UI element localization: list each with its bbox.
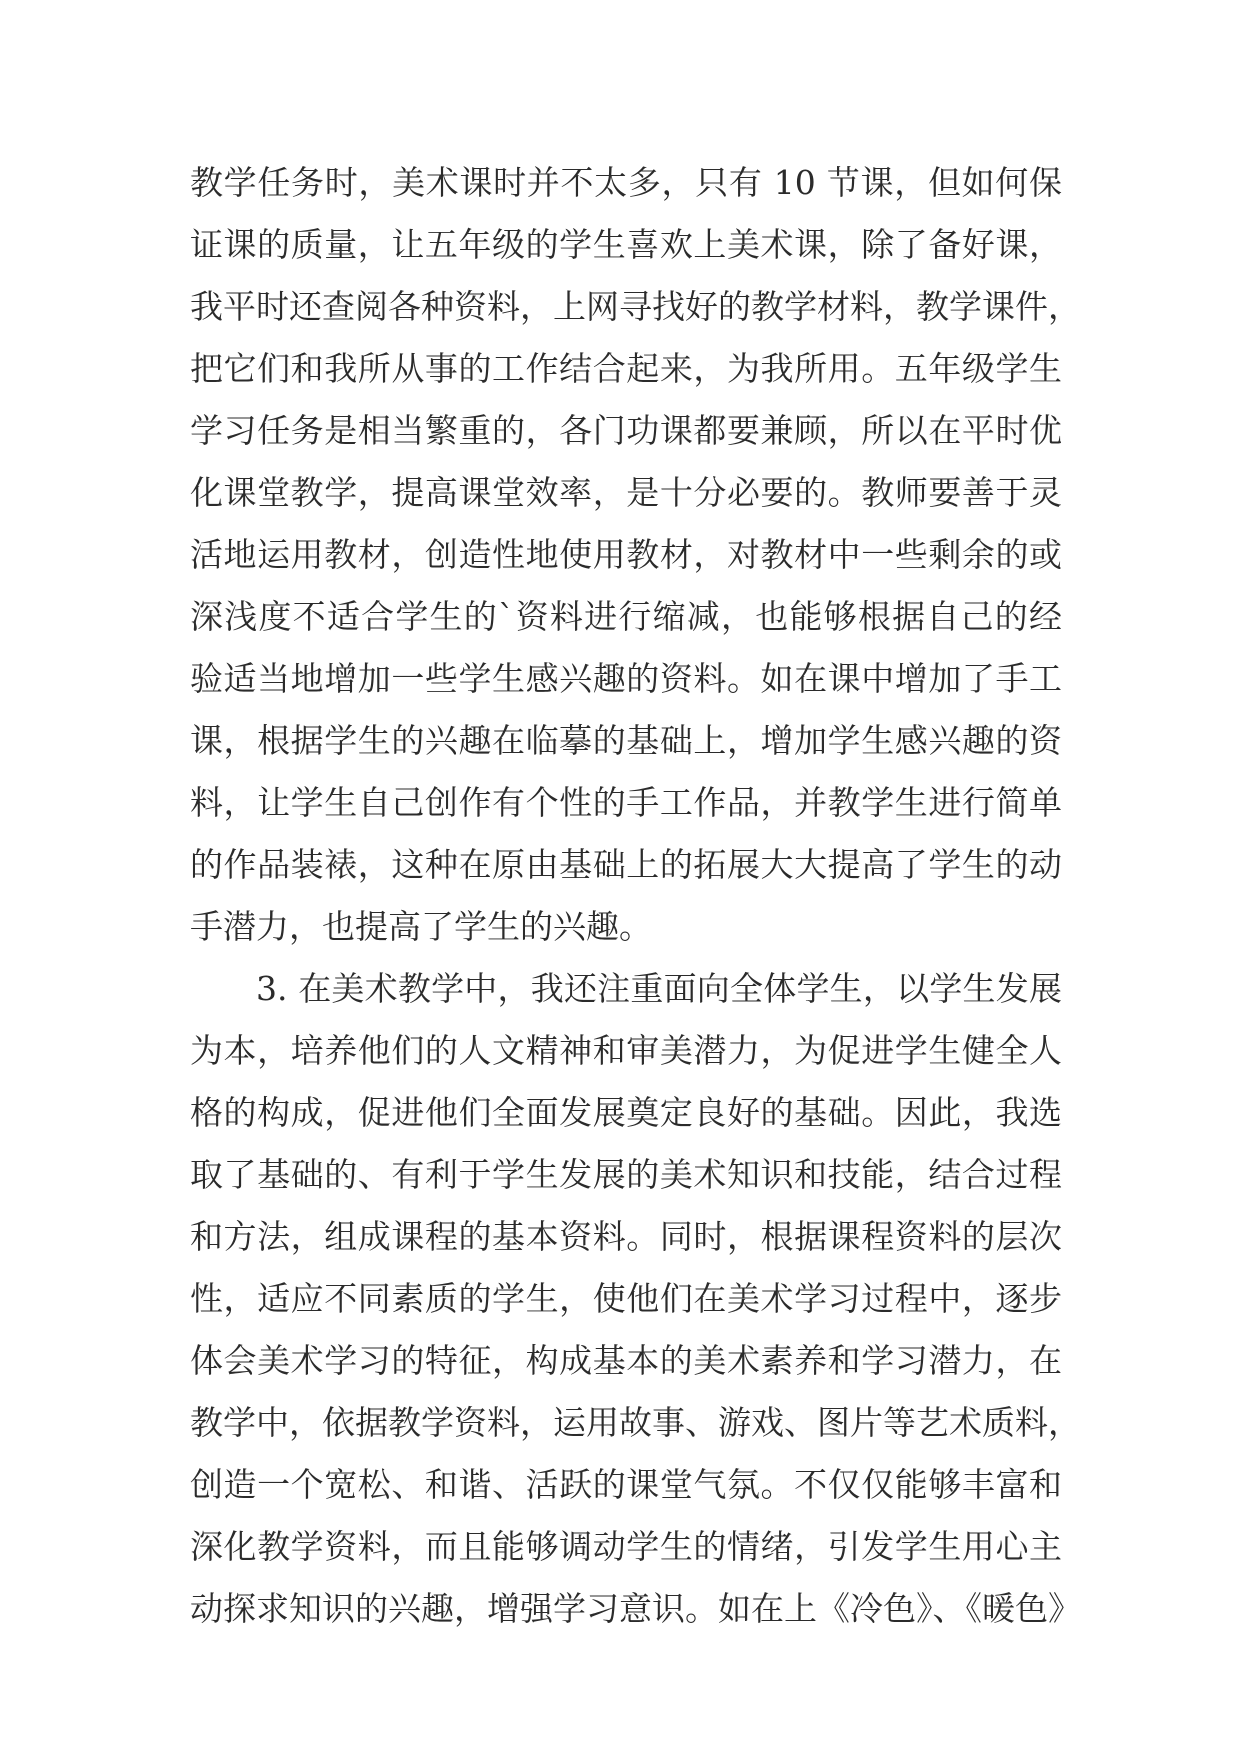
text-line: 料，让学生自己创作有个性的手工作品，并教学生进行简单 (190, 783, 1062, 822)
text-line: 深化教学资料，而且能够调动学生的情绪，引发学生用心主 (190, 1527, 1062, 1566)
text-line: 创造一个宽松、和谐、活跃的课堂气氛。不仅仅能够丰富和 (190, 1465, 1062, 1504)
text-line: 为本，培养他们的人文精神和审美潜力，为促进学生健全人 (190, 1031, 1062, 1070)
text-line: 3. 在美术教学中，我还注重面向全体学生，以学生发展 (256, 969, 1062, 1008)
text-line: 课，根据学生的兴趣在临摹的基础上，增加学生感兴趣的资 (190, 721, 1062, 760)
text-line: 取了基础的、有利于学生发展的美术知识和技能，结合过程 (190, 1155, 1062, 1194)
text-line: 验适当地增加一些学生感兴趣的资料。如在课中增加了手工 (190, 659, 1062, 698)
text-line: 化课堂教学，提高课堂效率，是十分必要的。教师要善于灵 (190, 473, 1062, 512)
text-line: 体会美术学习的特征，构成基本的美术素养和学习潜力，在 (190, 1341, 1062, 1380)
text-line: 格的构成，促进他们全面发展奠定良好的基础。因此，我选 (190, 1093, 1062, 1132)
text-line: 教学中，依据教学资料，运用故事、游戏、图片等艺术质料， (190, 1403, 1081, 1442)
document-body (190, 152, 1081, 1640)
paragraph-2 (190, 958, 1081, 1640)
text-line: 学习任务是相当繁重的，各门功课都要兼顾，所以在平时优 (190, 411, 1062, 450)
text-line: 动探求知识的兴趣，增强学习意识。如在上《冷色》、《暖色》 (190, 1589, 1081, 1628)
text-line: 的作品装裱，这种在原由基础上的拓展大大提高了学生的动 (190, 845, 1062, 884)
text-line: 我平时还查阅各种资料，上网寻找好的教学材料，教学课件， (190, 287, 1081, 326)
text-line: 手潜力，也提高了学生的兴趣。 (190, 907, 652, 946)
text-line: 教学任务时，美术课时并不太多，只有 10 节课，但如何保 (190, 163, 1062, 202)
text-line: 把它们和我所从事的工作结合起来，为我所用。五年级学生 (190, 349, 1062, 388)
text-line: 证课的质量，让五年级的学生喜欢上美术课，除了备好课， (190, 225, 1062, 264)
text-line: 和方法，组成课程的基本资料。同时，根据课程资料的层次 (190, 1217, 1062, 1256)
text-line: 活地运用教材，创造性地使用教材，对教材中一些剩余的或 (190, 535, 1062, 574)
paragraph-1 (190, 152, 1081, 958)
text-line: 深浅度不适合学生的`资料进行缩减，也能够根据自己的经 (190, 597, 1062, 636)
text-line: 性，适应不同素质的学生，使他们在美术学习过程中，逐步 (190, 1279, 1062, 1318)
